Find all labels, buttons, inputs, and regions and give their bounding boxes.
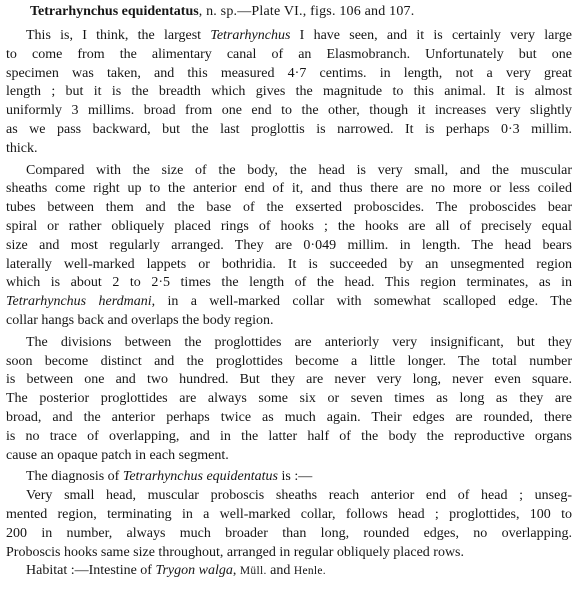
text-line — [6, 218, 572, 237]
text-segment: collar hangs back and overlaps the body region. — [6, 312, 274, 328]
italic-term: Tetrarhynchus herdmani — [6, 294, 152, 310]
italic-term: Tetrarhynchus equidentatus — [122, 469, 278, 485]
text-segment: Very small head, muscular proboscis sheaths reach anterior end of head ; unseg- — [26, 488, 572, 504]
text-segment: is no trace of overlapping, and in the latter half of the body the reproductive organs — [6, 428, 572, 444]
text-segment: Proboscis hooks same size throughout, arranged in regular obliquely placed rows. — [6, 544, 465, 560]
text-line — [6, 506, 572, 525]
text-line — [6, 180, 572, 199]
text-segment: length ; but it is the breadth which gives the magnitude to this animal. It is almost — [6, 84, 572, 100]
paragraph — [6, 162, 572, 331]
author-name: Henle. — [293, 565, 326, 578]
text-segment: and — [266, 563, 294, 579]
text-segment: spiral or rather obliquely placed rings of hooks ; the hooks are all of precisely equal — [6, 218, 572, 234]
text-segment: size and most regularly arranged. They are 0·049 millim. in length. The head bears — [6, 237, 572, 253]
text-line — [6, 312, 572, 331]
text-segment: The divisions between the proglottides are anteriorly very insignificant, but they — [26, 334, 572, 350]
text-line — [6, 334, 572, 353]
text-line — [6, 27, 572, 46]
text-line — [6, 274, 572, 293]
text-segment: Habitat :—Intestine of — [26, 563, 156, 579]
text-line — [6, 353, 572, 372]
paragraph — [6, 334, 572, 466]
text-line — [6, 562, 572, 581]
text-segment: mented region, terminating in a well-marked collar, follows head ; proglottides, 100 to — [6, 506, 572, 522]
heading-plate-reference: , n. sp.—Plate VI., figs. 106 and 107. — [198, 4, 415, 19]
text-line — [6, 525, 572, 544]
text-line — [6, 468, 572, 487]
text-segment: to come from the alimentary canal of an Elasmobranch. Unfortunately but one — [6, 46, 572, 62]
text-segment: , — [232, 563, 240, 579]
paragraph — [6, 562, 572, 581]
text-line — [6, 46, 572, 65]
text-line — [6, 83, 572, 102]
text-line — [6, 293, 572, 312]
text-line — [6, 237, 572, 256]
text-line — [6, 390, 572, 409]
author-name: Müll. — [239, 565, 267, 578]
text-segment: Compared with the size of the body, the head is very small, and the muscular — [26, 162, 572, 178]
text-line — [6, 121, 572, 140]
text-segment: as we pass backward, but the last proglottis is narrowed. It is perhaps 0·3 millim. — [6, 121, 572, 137]
body-text — [6, 27, 572, 581]
species-name: Tetrarhynchus equidentatus — [30, 4, 199, 19]
text-line — [6, 447, 572, 466]
text-segment: This is, I think, the largest — [26, 28, 211, 43]
species-heading — [30, 3, 414, 21]
text-segment: thick. — [6, 140, 38, 156]
text-line — [6, 256, 572, 275]
paragraph — [6, 487, 572, 562]
text-segment: uniformly 3 millims. broad from one end to the other, though it increases very slightly — [6, 103, 572, 119]
text-segment: broad, and the anterior perhaps twice as much again. Their edges are rounded, there — [6, 409, 572, 425]
text-segment: laterally well-marked lappets or bothridia. It is succeeded by an unsegmented region — [6, 256, 572, 272]
text-line — [6, 199, 572, 218]
text-segment: I have seen, and it is certainly very large — [290, 28, 573, 43]
text-segment: is between one and two hundred. But they are never very long, never even square. — [6, 372, 572, 388]
text-segment: which is about 2 to 2·5 times the length of the head. This region terminates, as in — [6, 275, 572, 291]
text-segment: , in a well-marked collar with somewhat scalloped edge. The — [151, 294, 572, 310]
italic-term: Tetrarhynchus — [210, 28, 291, 43]
text-line — [6, 428, 572, 447]
text-line — [6, 487, 572, 506]
paragraph — [6, 468, 572, 487]
text-segment: soon become distinct and the proglottides become a little longer. The total number — [6, 353, 572, 369]
text-segment: sheaths come right up to the anterior end of it, and thus there are no more or less coiled — [6, 181, 572, 197]
text-line — [6, 140, 572, 159]
text-line — [6, 371, 572, 390]
text-segment: The posterior proglottides are always some six or seven times as long as they are — [6, 391, 572, 407]
text-line — [6, 409, 572, 428]
text-segment: The diagnosis of — [26, 469, 123, 485]
text-line — [6, 162, 572, 181]
text-line — [6, 544, 572, 563]
text-segment: cause an opaque patch in each segment. — [6, 447, 229, 463]
text-segment: tubes between them and the base of the exserted proboscides. The proboscides bear — [6, 200, 572, 216]
text-segment: 200 in number, always much broader than long, rounded edges, no overlapping. — [6, 525, 572, 541]
text-line — [6, 65, 572, 84]
text-line — [6, 102, 572, 121]
paragraph — [6, 27, 572, 159]
text-segment: specimen was taken, and this measured 4·7 centims. in length, not a very great — [6, 65, 572, 81]
text-segment: is :— — [278, 469, 313, 485]
italic-term: Trygon walga — [155, 563, 233, 579]
